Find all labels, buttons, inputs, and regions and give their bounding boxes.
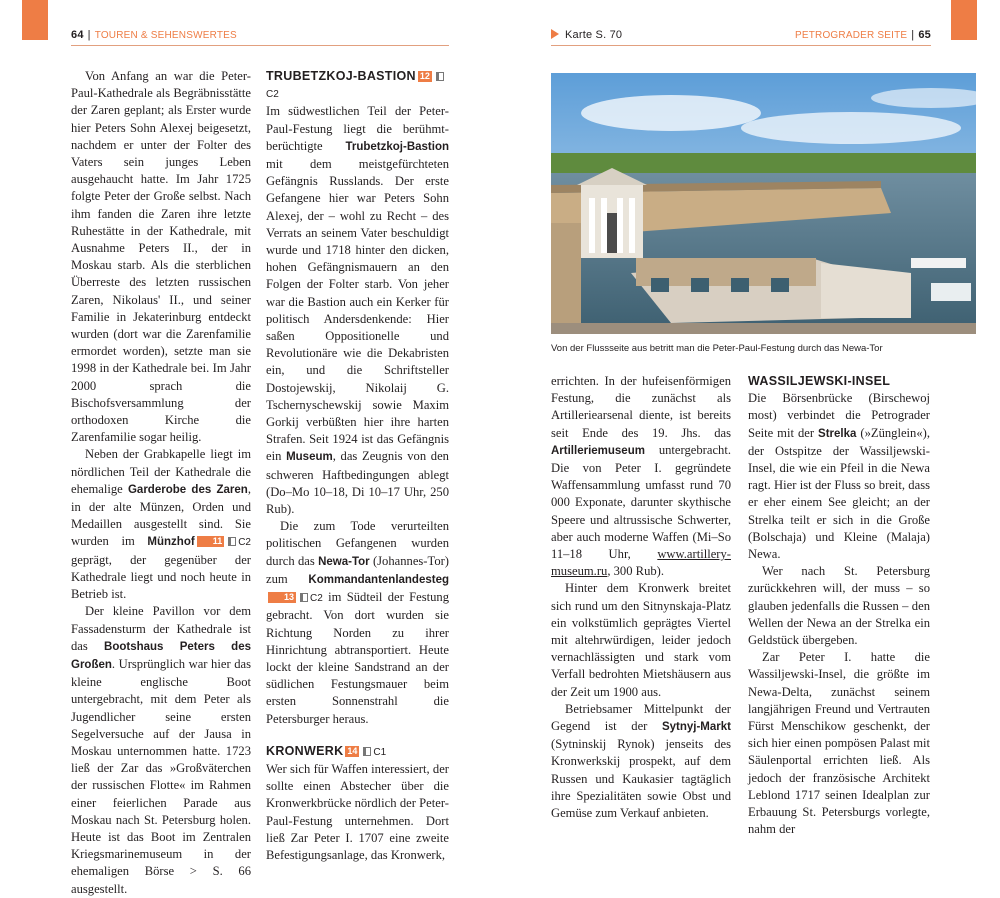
paragraph: Wer nach St. Petersburg zurückkehren will, der muss – so glauben jedenfalls die Russen – den Wellen der Newa an der Strelka ein Geldstück übergeben. [748,564,930,648]
paragraph: Betriebsamer Mittelpunkt der Gegend ist der Sytnyj-Markt (Sytninskij Rynok) jenseits des Kronwerkskij prospekt, auf dem Russen und Kaukasier tagtäglich ihre Spezialitäten sowie Obst und Gemüse zum Verkauf anbieten. [551,701,731,821]
grid-reference: C2 [310,593,323,605]
highlight-term: Trubetzkoj-Bastion [345,140,449,153]
museum-website-link[interactable]: www.artillery-museum.ru [551,547,731,579]
header-left [71,29,449,46]
page-tab-right [951,0,977,40]
poi-number-badge[interactable]: 14 [347,745,358,756]
section-title-right: PETROGRADER SEITE [794,30,908,41]
page-tab-left [22,0,48,40]
text-column-2 [266,68,449,864]
highlight-term: Sytnyj-Markt [661,721,731,734]
paragraph: Die zum Tode verurteilten politischen Gefangenen wurden durch das Newa-Tor (Johannes-Tor) zum Kommandantenlandesteg13 C2 im Südteil der Festung gebracht. Von dort wurden sie Richtung Norden zu ihrer Hinrichtung abtransportiert. Heute lockt der kleine Sandstrand an der südlichen Festungsmauer beim ersten Sonnenstrahl die Petersburger heraus. [266,519,449,726]
highlight-term: Museum [286,451,333,464]
paragraph: Zar Peter I. hatte die Wassiljewski-Insel, die größte im Newa-Delta, zunächst seinem langjährigen Freund und Vertrauten Fürst Menschikow geschenkt, der sich hier einen pompösen Palast mit Säulenportal errichten ließ. Als jedoch der französische Architekt Leblond 1717 seinen Idealplan zur Erbauung St. Petersburgs vorlegte, nahm der [748,650,930,837]
grid-reference: C2 [238,537,251,549]
paragraph: Wer sich für Waffen interessiert, der sollte einen Abstecher über die Kronwerkbrücke nördlich der Peter-Paul-Festung unternehmen. Dort ließ Zar Peter I. 1707 eine zweite Befestigungsanlage, das Kronwerk, [266,761,449,862]
map-book-icon [300,593,308,602]
paragraph: Der kleine Pavillon vor dem Fassadensturm der Kathedrale ist das Bootshaus Peters des Großen. Ursprünglich war hier das kleine englische Boot untergebracht, mit dem Peter als Jugendlicher seine ersten Segelversuche auf der Jausa in Moskau unternommen hatte. 1723 ließ der Zar das »Großväterchen der russischen Flotte« im Rahmen einer feierlichen Parade aus Moskau nach St. Petersburg holen. Heute ist das Boot im Zentralen Kriegsmarinemuseum in der ehemaligen Börse > S. 66 ausgestellt. [71,604,251,896]
map-reference[interactable] [551,29,622,41]
map-book-icon [228,537,236,546]
map-book-icon [363,747,371,756]
arrow-right-icon [551,29,559,39]
photo-caption: Von der Flussseite aus betritt man die Peter-Paul-Festung durch das Newa-Tor [551,343,883,354]
section-heading: TRUBETZKOJ-BASTION 12C2 [266,68,449,103]
grid-reference: C2 [266,89,279,101]
highlight-term: Strelka [818,427,857,440]
paragraph: errichten. In der hufeisenförmigen Festung, die zunächst als Artilleriearsenal diente, ist bereits seit Ende des 19. Jhs. das Artilleriemuseum untergebracht. Die von Peter I. gegründete Waffensammlung umfasst rund 70 000 Exponate, darunter skythische Speere und altrussische Schwerter, aber auch moderne Waffen (Mi–So 11–18 Uhr, www.artillery-museum.ru, 300 Rub). [551,374,731,579]
header-separator: | [911,29,915,41]
section-heading: WASSILJEWSKI-INSEL [748,374,891,388]
grid-reference: C1 [373,746,387,758]
map-book-icon [436,72,444,81]
highlight-term: Kommandantenlandesteg [308,573,449,586]
map-reference-label: Karte S. 70 [565,29,623,41]
text-column-1 [71,68,251,898]
text-column-4 [748,373,930,838]
fortress-photo [551,73,976,334]
poi-number-badge[interactable]: 13 [268,592,296,603]
poi-number-badge[interactable]: 12 [419,71,430,81]
header-separator: | [87,29,91,41]
paragraph: Im südwestlichen Teil der Peter-Paul-Festung liegt die berühmt-berüchtigte Trubetzkoj-Bastion mit dem meistgefürchteten Gefängnis Russlands. Der erste Gefangene hier war Peters Sohn Alexej, der – wohl zu Recht – des Verrats an seinem Vater beschuldigt wurde und 1718 hinter den dicken, hohen Gefängnismauern an den Folgen der Folter starb. Von jeher war die Bastion auch ein Kerker für politisch Andersdenkende: Hier saßen Oppositionelle und Revolutionäre wie die Dekabristen ein, und die Schriftsteller Dostojewskij, Nikolaij G. Tschernyschewskij sowie Maxim Gorkij verbüßten hier ihre harten Strafen. Seit 1924 ist das Gefängnis ein Museum, das Zeugnis von den schweren Haftbedingungen ablegt (Do–Mo 10–18, Di 10–17 Uhr, 250 Rub). [266,104,449,517]
header-right [551,29,931,46]
highlight-term: Artilleriemuseum [551,444,645,457]
poi-number-badge[interactable]: 11 [197,536,225,547]
section-title-left: TOUREN & SEHENSWERTES [94,30,237,41]
paragraph: Neben der Grabkapelle liegt im nördlichen Teil der Kathedrale die ehemalige Garderobe des Zaren, in der alte Münzen, Orden und Medaillen ausgestellt sind. Sie wurden im Münzhof 11 C2 geprägt, der gegenüber der Kathedrale liegt und noch heute in Betrieb ist. [71,447,251,602]
fortress-illustration [551,73,976,334]
section-heading: KRONWERK 14 C1 [266,743,387,758]
page-number-right: 65 [918,29,931,41]
text-column-3 [551,373,731,822]
paragraph: Von Anfang an war die Peter-Paul-Kathedrale als Begräbnisstätte der Zaren geplant; als Erster wurde hier Peters Sohn Alexej beigesetzt, nachdem er unter der Folter des Vaters sein junges Leben ausgehaucht hatte. Im Jahr 1725 folgte Peter der Große selbst. Nach ihm fanden die Zaren ihre letzte Ruhestätte in der Kathedrale, mit Ausnahme Peters II., der in Moskau starb. Als die sterblichen Überreste des letzten russischen Zaren, Nikolaus' II., und seiner Familie in Jekaterinburg entdeckt wurden (dort war die Zarenfamilie ermordet worden), setzte man sie 1998 in der Kathedrale bei. Im Jahr 2000 sprach die Bischofsversammlung der orthodoxen Kirche die Zarenfamilie sogar heilig. [71,69,251,445]
paragraph: Die Börsenbrücke (Birschewoj most) verbindet die Petrograder Seite mit der Strelka (»Zünglein«), der Ostspitze der Wassiljewski-Insel, die wie ein Pfeil in die Newa ragt. Hier ist der Fluss so breit, dass er eher einem See gleicht; an der Strelka teilt er sich in die Große (Bolschaja) und Kleine (Malaja) Newa. [748,391,930,562]
paragraph: Hinter dem Kronwerk breitet sich rund um den Sitnynskaja-Platz ein volkstümlich geprägtes Viertel mit altehrwürdigen, leider jedoch vernachlässigten und stark vom Verfall bedrohten Mietshäusern aus der Zeit um 1900 aus. [551,581,731,699]
highlight-term: Garderobe des Zaren [127,483,248,496]
highlight-term: Bootshaus Peters des Großen [71,640,251,671]
page-number-left: 64 [71,29,84,41]
highlight-term: Newa-Tor [318,555,370,568]
highlight-term: Münzhof [147,536,195,549]
